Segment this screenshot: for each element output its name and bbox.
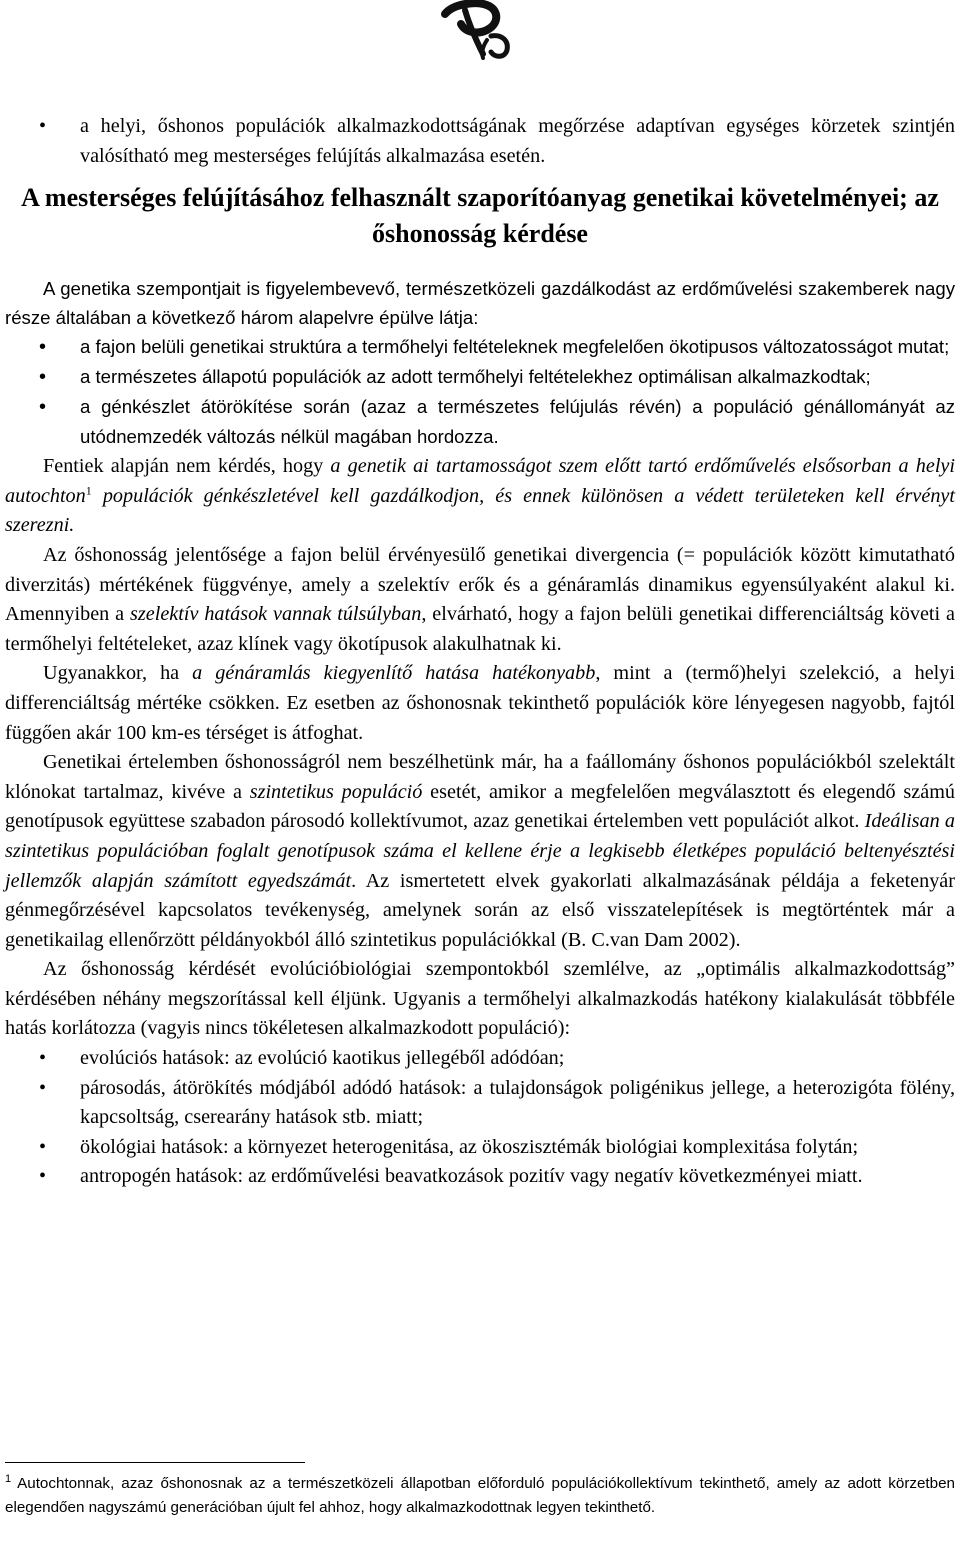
paragraph-synthetic-population xyxy=(5,748,955,955)
paragraph-emphasis: Ideálisan a szintetikus populációban foglalt genotípusok száma el kellene érje a legkisebb életképes populáció beltenyésztési jellemzők alapján számított egyedszámát xyxy=(5,810,955,892)
list-item: • evolúciós hatások: az evolúció kaotikus jellegéből adódóan; xyxy=(5,1044,955,1074)
paragraph-text: esetét, amikor a megfelelően megválasztott és elegendő számú genotípusok együttese szabadon párosodó kollektívumot, azaz genetikai értelemben vett populációt alkot. xyxy=(5,780,956,833)
footnote xyxy=(5,1472,955,1520)
paragraph-text: Ugyanakkor, ha xyxy=(43,662,193,685)
list-item: • ökológiai hatások: a környezet heterogenitása, az ökoszisztémák biológiai komplexitása folytán; xyxy=(5,1133,955,1163)
bullet-list-top xyxy=(5,112,955,171)
list-item: • a helyi, őshonos populációk alkalmazkodottságának megőrzése adaptívan egységes körzetek szintjén valósítható meg mesterséges felújítás alkalmazása esetén. xyxy=(5,112,955,171)
paragraph-evolution: Az őshonosság kérdését evolúcióbiológiai szempontokból szemlélve, az „optimális alkalmazkodottság” kérdésében néhány megszorítással kell éljünk. Ugyanis a termőhelyi alkalmazkodás hatékony kialakulását többféle hatás korlátozza (vagyis nincs tökéletesen alkalmazkodott populáció): xyxy=(5,958,955,1040)
list-item: • a génkészlet átörökítése során (azaz a természetes felújulás révén) a populáció génállományát az utódnemzedék változás nélkül magában hordozza. xyxy=(5,392,955,452)
paragraph-text: Genetikai értelemben őshonosságról nem beszélhetünk már, ha a faállomány őshonos populációkból szelektált klónokat tartalmaz, kivéve a xyxy=(5,751,955,803)
bullet-list-principles xyxy=(5,332,955,452)
paragraph-text: , elvárható, hogy a fajon belüli genetikai differenciáltság követi a termőhelyi feltételeket, azaz klínek vagy ökotípusok alakulhatnak ki. xyxy=(5,603,955,655)
list-item: • a természetes állapotú populációk az adott termőhelyi feltételekhez optimálisan alkalmazkodtak; xyxy=(5,362,955,392)
paragraph-text: , mint a (termő)helyi szelekció, a helyi differenciáltság mértéke csökken. Ez esetben az őshonosnak tekinthető populációk köre lényegesen nagyobb, fajtól függően akár 100 km-es térséget is átfoghat. xyxy=(5,662,955,744)
section-heading: A mesterséges felújításához felhasznált szaporítóanyag genetikai követelményei; az őshonosság kérdése xyxy=(21,183,939,249)
paragraph-text: Fentiek alapján nem kérdés, hogy xyxy=(43,455,331,478)
paragraph-text: Az őshonosság jelentősége a fajon belül érvényesülő genetikai divergencia (= populációk között kimutatható diverzitás) mértékének függvénye, amely a szelektív erők és a génáramlás dinamikus egyensúlyaként alakul ki. Amennyiben a xyxy=(5,543,955,626)
footnote-number: 1 xyxy=(5,1472,12,1485)
list-item: • antropogén hatások: az erdőművelési beavatkozások pozitív vagy negatív következményei miatt. xyxy=(5,1162,955,1192)
list-item: • a fajon belüli genetikai struktúra a termőhelyi feltételeknek megfelelően ökotipusos változatosságot mutat; xyxy=(5,332,955,362)
paragraph-gene-flow xyxy=(5,659,955,748)
logo-icon xyxy=(425,0,525,60)
bullet-list-effects xyxy=(5,1044,955,1192)
paragraph-emphasis: populációk génkészletével kell gazdálkodjon, és ennek különösen a védett területeken kell érvényt szerezni. xyxy=(5,484,955,537)
footnote-text: Autochtonnak, azaz őshonosnak az a természetközeli állapotban előforduló populációkollektívum tekinthető, amely az adott körzetben elegendően nagyszámú generációban újult fel ahhoz, hogy alkalmazkodottnak legyen tekinthető. xyxy=(5,1475,955,1516)
paragraph-autochton xyxy=(5,452,955,541)
paragraph-emphasis: a génáramlás kiegyenlítő hatása hatékonyabb xyxy=(192,662,596,685)
footnote-separator xyxy=(5,1462,305,1463)
paragraph-divergence xyxy=(5,541,955,659)
list-item: • párosodás, átörökítés módjából adódó hatások: a tulajdonságok poligénikus jellege, a heterozigóta fölény, kapcsoltság, cserearány hatások stb. miatt; xyxy=(5,1074,955,1133)
paragraph-emphasis: szelektív hatások vannak túlsúlyban xyxy=(130,603,422,626)
paragraph-text: . Az ismertetett elvek gyakorlati alkalmazásának példája a feketenyár génmegőrzésével kapcsolatos tevékenység, amelynek során az első visszatelepítések is megtörténtek már a genetikailag ellenőrzött példányokból álló szintetikus populációkkal (B. C.van Dam 2002). xyxy=(5,869,955,951)
document-body xyxy=(5,112,955,1192)
paragraph-emphasis: szintetikus populáció xyxy=(249,780,423,803)
intro-paragraph: A genetika szempontjait is figyelembevevő, természetközeli gazdálkodást az erdőművelési szakemberek nagy része általában a következő három alapelvre épülve látja: xyxy=(5,278,955,329)
footnote-ref: 1 xyxy=(85,483,92,498)
paragraph-emphasis: a genetik ai tartamosságot szem előtt tartó erdőművelés elsősorban a helyi autochton xyxy=(5,455,956,507)
